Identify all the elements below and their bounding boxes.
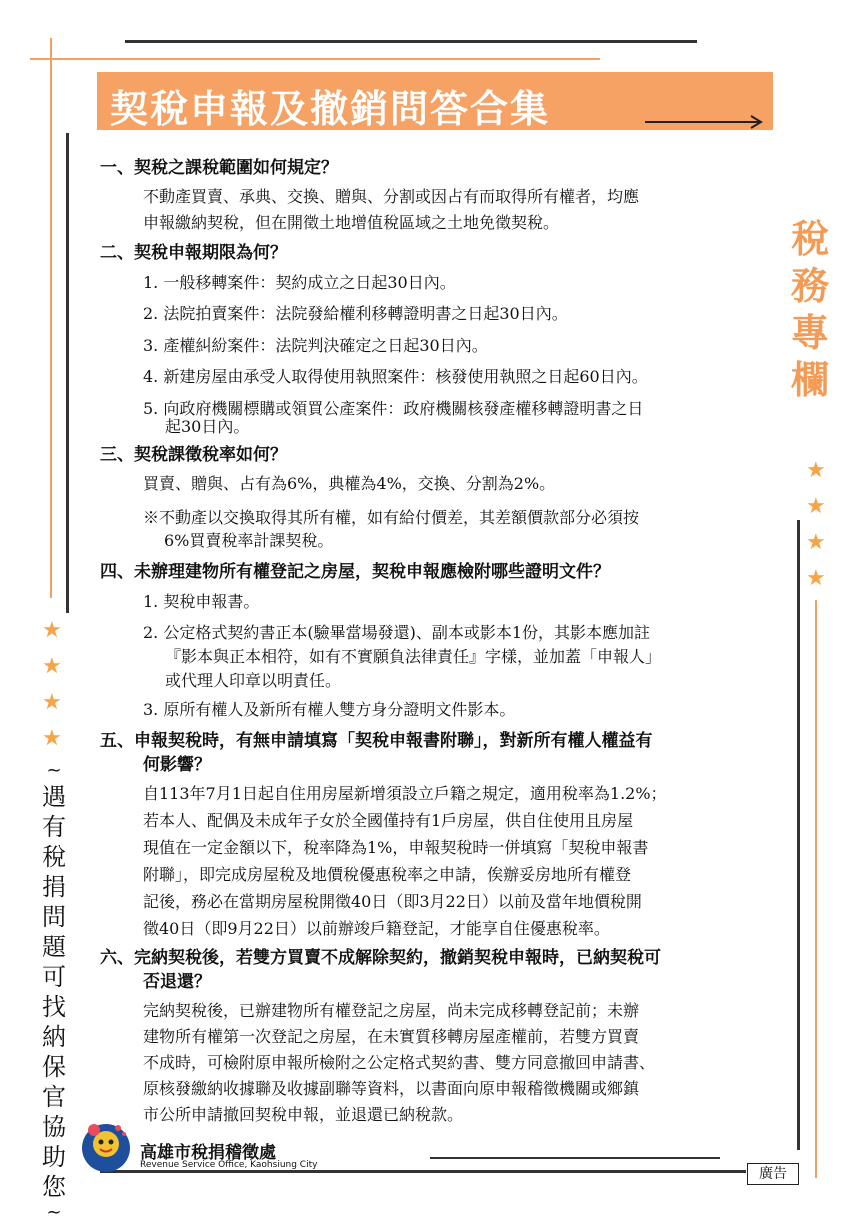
answer-line: 2. 法院拍賣案件：法院發給權利移轉證明書之日起30日內。 bbox=[143, 304, 568, 323]
answer-line: 附聯」，即完成房屋稅及地價稅優惠稅率之申請，俟辦妥房地所有權登 bbox=[143, 865, 632, 884]
star-icon: ★ bbox=[806, 494, 826, 519]
left-orange-rule bbox=[50, 38, 52, 598]
help-slogan-char: 問 bbox=[42, 903, 66, 931]
column-title-char: 欄 bbox=[790, 357, 829, 402]
answer-line: 市公所申請撤回契稅申報，並退還已納稅款。 bbox=[143, 1105, 464, 1124]
help-slogan-char: 題 bbox=[42, 933, 66, 961]
answer-line: 6%買賣稅率計課契稅。 bbox=[164, 531, 334, 550]
top-rule bbox=[125, 40, 697, 43]
answer-line: 記後，務必在當期房屋稅開徵40日（即3月22日）以前及當年地價稅開 bbox=[143, 892, 642, 911]
answer-line: 徵40日（即9月22日）以前辦竣戶籍登記，才能享自住優惠稅率。 bbox=[143, 919, 610, 938]
answer-line: 2. 公定格式契約書正本(驗畢當場發還)、副本或影本1份，其影本應加註 bbox=[143, 623, 651, 642]
page-title: 契稅申報及撤銷問答合集 bbox=[110, 86, 551, 131]
help-slogan-char: 保 bbox=[42, 1053, 66, 1081]
answer-line: 現值在一定金額以下，稅率降為1%，申報契稅時一併填寫「契稅申報書 bbox=[143, 838, 649, 857]
answer-line: 自113年7月1日起自住用房屋新增須設立戶籍之規定，適用稅率為1.2%； bbox=[143, 784, 667, 803]
answer-line: 不動產買賣、承典、交換、贈與、分割或因占有而取得所有權者，均應 bbox=[143, 187, 640, 206]
star-icon: ★ bbox=[42, 618, 62, 643]
help-slogan bbox=[36, 760, 72, 1224]
star-icon: ★ bbox=[42, 726, 62, 751]
question-5: 五、申報契稅時，有無申請填寫「契稅申報書附聯」，對新所有權人權益有 bbox=[100, 731, 653, 751]
arrow-icon bbox=[645, 115, 765, 129]
org-name: 高雄市稅捐稽徵處 bbox=[140, 1143, 276, 1163]
bottom-thin-rule bbox=[430, 1157, 720, 1159]
help-slogan-char: ~ bbox=[46, 760, 62, 781]
org-name-en: Revenue Service Office, Kaohsiung City bbox=[140, 1160, 318, 1170]
column-title-char: 專 bbox=[790, 310, 829, 355]
help-slogan-char: ~ bbox=[46, 1202, 62, 1223]
help-slogan-char: 稅 bbox=[42, 843, 66, 871]
star-icon: ★ bbox=[806, 458, 826, 483]
answer-line: 若本人、配偶及未成年子女於全國僅持有1戶房屋，供自住使用且房屋 bbox=[143, 811, 634, 830]
answer-line: 原核發繳納收據聯及收據副聯等資料，以書面向原申報稽徵機關或鄉鎮 bbox=[143, 1079, 640, 1098]
answer-line: 5. 向政府機關標購或領買公產案件：政府機關核發產權移轉證明書之日 bbox=[143, 399, 644, 418]
question-1: 一、契稅之課稅範圍如何規定？ bbox=[100, 158, 338, 178]
question-6: 六、完納契稅後，若雙方買賣不成解除契約，撤銷契稅申報時，已納契稅可 bbox=[100, 948, 661, 968]
answer-line: 建物所有權第一次登記之房屋，在未實質移轉房屋產權前，若雙方買賣 bbox=[143, 1027, 640, 1046]
column-title-char: 稅 bbox=[790, 216, 829, 261]
tax-office-logo bbox=[78, 1118, 134, 1174]
answer-line: 不成時，可檢附原申報所檢附之公定格式契約書、雙方同意撤回申請書、 bbox=[143, 1053, 656, 1072]
question-5-cont: 何影響？ bbox=[143, 755, 211, 775]
answer-line: 1. 一般移轉案件：契約成立之日起30日內。 bbox=[143, 273, 456, 292]
answer-line: 4. 新建房屋由承受人取得使用執照案件：核發使用執照之日起60日內。 bbox=[143, 367, 648, 386]
help-slogan-char: 您 bbox=[42, 1173, 66, 1201]
answer-line: ※不動產以交換取得其所有權，如有給付價差，其差額價款部分必須按 bbox=[143, 508, 640, 527]
column-title bbox=[780, 215, 840, 403]
answer-line: 3. 產權糾紛案件：法院判決確定之日起30日內。 bbox=[143, 336, 488, 355]
answer-line: 買賣、贈與、占有為6%，典權為4%，交換、分割為2%。 bbox=[143, 474, 556, 493]
bottom-rule bbox=[100, 1170, 746, 1173]
left-dark-rule bbox=[66, 133, 69, 613]
right-dark-rule bbox=[797, 520, 800, 1150]
help-slogan-char: 納 bbox=[42, 1023, 66, 1051]
question-2: 二、契稅申報期限為何？ bbox=[100, 243, 287, 263]
right-orange-rule bbox=[815, 600, 817, 1178]
help-slogan-char: 遇 bbox=[42, 783, 66, 811]
help-slogan-char: 協 bbox=[42, 1113, 66, 1141]
column-title-char: 務 bbox=[790, 263, 829, 308]
answer-line: 1. 契稅申報書。 bbox=[143, 592, 260, 611]
help-slogan-char: 有 bbox=[42, 813, 66, 841]
question-3: 三、契稅課徵稅率如何？ bbox=[100, 445, 287, 465]
star-icon: ★ bbox=[42, 690, 62, 715]
help-slogan-char: 找 bbox=[42, 993, 66, 1021]
answer-line: 申報繳納契稅，但在開徵土地增值稅區域之土地免徵契稅。 bbox=[143, 213, 560, 232]
question-4: 四、未辦理建物所有權登記之房屋，契稅申報應檢附哪些證明文件？ bbox=[100, 562, 610, 582]
help-slogan-char: 可 bbox=[42, 963, 66, 991]
help-slogan-char: 官 bbox=[42, 1083, 66, 1111]
answer-line: 3. 原所有權人及新所有權人雙方身分證明文件影本。 bbox=[143, 700, 516, 719]
ad-label: 廣告 bbox=[747, 1163, 799, 1185]
top-orange-rule bbox=[30, 58, 600, 60]
star-icon: ★ bbox=[806, 530, 826, 555]
answer-line: 起30日內。 bbox=[165, 417, 250, 436]
help-slogan-char: 捐 bbox=[42, 873, 66, 901]
answer-line: 『影本與正本相符，如有不實願負法律責任』字樣，並加蓋「申報人」 bbox=[165, 647, 662, 666]
help-slogan-char: 助 bbox=[42, 1143, 66, 1171]
answer-line: 或代理人印章以明責任。 bbox=[165, 671, 342, 690]
star-icon: ★ bbox=[806, 566, 826, 591]
question-6-cont: 否退還？ bbox=[143, 972, 211, 992]
star-icon: ★ bbox=[42, 654, 62, 679]
answer-line: 完納契稅後，已辦建物所有權登記之房屋，尚未完成移轉登記前；未辦 bbox=[143, 1001, 640, 1020]
